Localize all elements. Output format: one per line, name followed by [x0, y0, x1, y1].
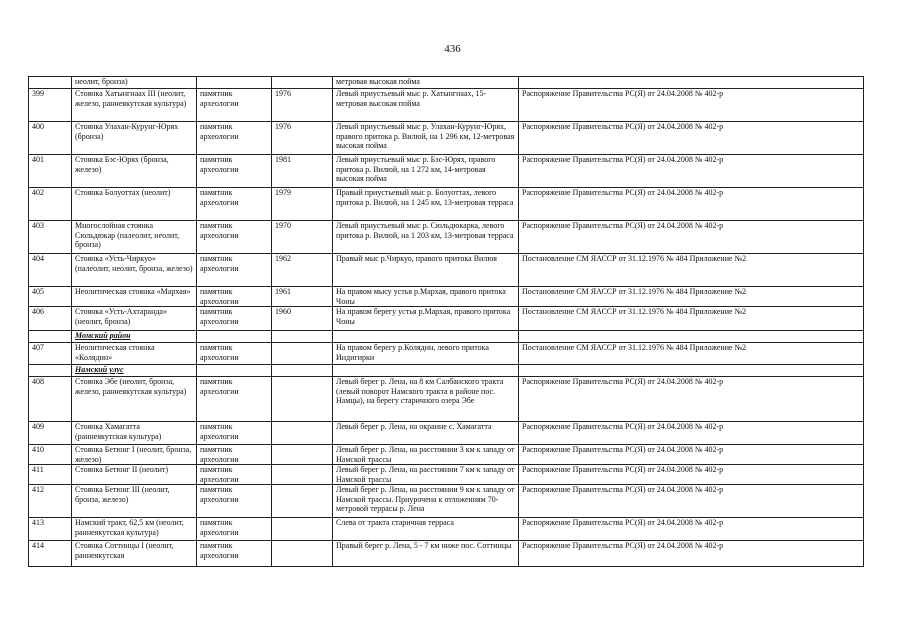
row-number-cell [29, 77, 72, 89]
location-cell: Левый берег р. Лена, на 8 км Салбанского тракта (левый поворот Намского тракта в районе пос. Намцы), на берегу старичного озера Эбе [333, 377, 519, 422]
row-number-cell: 402 [29, 188, 72, 221]
section-row [29, 365, 864, 377]
monument-name-cell: Стоянка Эбе (неолит, бронза, железо, раннеякутская культура) [72, 377, 197, 422]
document-cell: Распоряжение Правительства РС(Я) от 24.04.2008 № 402-р [519, 188, 864, 221]
section-spacer-cell [29, 365, 72, 377]
year-cell [272, 422, 333, 445]
monument-name-cell: Стоянка Бетюнг II (неолит) [72, 465, 197, 485]
table-row [29, 518, 864, 541]
table-row [29, 155, 864, 188]
table-row [29, 254, 864, 287]
monument-name-cell: Многослойная стоянка Сюльдюкар (палеолит, неолит, бронза) [72, 221, 197, 254]
table-row [29, 343, 864, 365]
row-number-cell: 405 [29, 287, 72, 307]
year-cell: 1976 [272, 122, 333, 155]
location-cell: Левый приустьевый мыс р. Хатынгнаах, 15-метровая высокая пойма [333, 89, 519, 122]
monument-name-cell: Неолитическая стоянка «Мархая» [72, 287, 197, 307]
section-empty-cell [197, 365, 272, 377]
category-cell: памятник археологии [197, 221, 272, 254]
row-number-cell: 410 [29, 445, 72, 465]
location-cell: Правый приустьевый мыс р. Болуоттах, левого притока р. Вилюй, на 1 245 км, 13-метровая терраса [333, 188, 519, 221]
document-cell: Распоряжение Правительства РС(Я) от 24.04.2008 № 402-р [519, 422, 864, 445]
document-cell: Распоряжение Правительства РС(Я) от 24.04.2008 № 402-р [519, 377, 864, 422]
document-cell: Постановление СМ ЯАССР от 31.12.1976 № 484 Приложение №2 [519, 287, 864, 307]
category-cell: памятник археологии [197, 518, 272, 541]
row-number-cell: 414 [29, 541, 72, 567]
monument-name-cell: Стоянка Бетюнг III (неолит, бронза, железо) [72, 485, 197, 518]
table-row [29, 465, 864, 485]
document-cell: Постановление СМ ЯАССР от 31.12.1976 № 484 Приложение №2 [519, 254, 864, 287]
location-cell: Слева от тракта старичная терраса [333, 518, 519, 541]
category-cell: памятник археологии [197, 89, 272, 122]
location-cell: На правом берегу р.Колядин, левого притока Индигирки [333, 343, 519, 365]
section-empty-cell [333, 331, 519, 343]
heritage-registry-table [28, 76, 864, 567]
monument-name-cell: Стоянка Бетюнг I (неолит, бронза, железо) [72, 445, 197, 465]
row-number-cell: 401 [29, 155, 72, 188]
category-cell: памятник археологии [197, 155, 272, 188]
year-cell: 1970 [272, 221, 333, 254]
document-cell: Распоряжение Правительства РС(Я) от 24.04.2008 № 402-р [519, 155, 864, 188]
year-cell [272, 445, 333, 465]
location-cell: На правом мысу устья р.Мархая, правого притока Чоны [333, 287, 519, 307]
table-row [29, 485, 864, 518]
row-number-cell: 407 [29, 343, 72, 365]
location-cell: Левый приустьевый мыс р. Бэс-Юрях, правого притока р. Вилюй, на 1 272 км, 14-метровая высокая пойма [333, 155, 519, 188]
table-row [29, 221, 864, 254]
row-number-cell: 403 [29, 221, 72, 254]
document-cell: Постановление СМ ЯАССР от 31.12.1976 № 484 Приложение №2 [519, 343, 864, 365]
document-cell: Постановление СМ ЯАССР от 31.12.1976 № 484 Приложение №2 [519, 307, 864, 331]
year-cell [272, 377, 333, 422]
document-cell: Распоряжение Правительства РС(Я) от 24.04.2008 № 402-р [519, 518, 864, 541]
table-row [29, 188, 864, 221]
monument-name-cell: Намский тракт, 62,5 км (неолит, раннеякутская культура) [72, 518, 197, 541]
document-cell: Распоряжение Правительства РС(Я) от 24.04.2008 № 402-р [519, 485, 864, 518]
category-cell: памятник археологии [197, 422, 272, 445]
row-number-cell: 408 [29, 377, 72, 422]
section-empty-cell [272, 331, 333, 343]
row-number-cell: 404 [29, 254, 72, 287]
year-cell [272, 485, 333, 518]
table-row [29, 89, 864, 122]
location-cell: Левый берег р. Лена, на расстоянии 7 км к западу от Намской трассы [333, 465, 519, 485]
table-row [29, 77, 864, 89]
year-cell [272, 77, 333, 89]
year-cell: 1960 [272, 307, 333, 331]
location-cell: метровая высокая пойма [333, 77, 519, 89]
year-cell: 1962 [272, 254, 333, 287]
page-number: 436 [444, 43, 461, 55]
category-cell: памятник археологии [197, 307, 272, 331]
year-cell [272, 465, 333, 485]
section-empty-cell [333, 365, 519, 377]
document-cell: Распоряжение Правительства РС(Я) от 24.04.2008 № 402-р [519, 122, 864, 155]
monument-name-cell: Стоянка Хатынгнаах III (неолит, железо, раннеякутская культура) [72, 89, 197, 122]
document-cell [519, 77, 864, 89]
row-number-cell: 409 [29, 422, 72, 445]
year-cell [272, 518, 333, 541]
year-cell: 1976 [272, 89, 333, 122]
monument-name-cell: Стоянка Соттинцы I (неолит, раннеякутская [72, 541, 197, 567]
row-number-cell: 411 [29, 465, 72, 485]
category-cell: памятник археологии [197, 377, 272, 422]
table-row [29, 307, 864, 331]
row-number-cell: 400 [29, 122, 72, 155]
year-cell: 1961 [272, 287, 333, 307]
row-number-cell: 413 [29, 518, 72, 541]
monument-name-cell: Стоянка «Усть-Чиркуо» (палеолит, неолит, бронза, железо) [72, 254, 197, 287]
location-cell: Левый приустьевый мыс р. Улахан-Курунг-Юрях, правого притока р. Вилюй, на 1 296 км, 12-метровая высокая пойма [333, 122, 519, 155]
table-row [29, 541, 864, 567]
monument-name-cell: Стоянка «Усть-Ахтаранда» (неолит, бронза) [72, 307, 197, 331]
table-row [29, 377, 864, 422]
category-cell: памятник археологии [197, 343, 272, 365]
monument-name-cell: неолит, бронза) [72, 77, 197, 89]
category-cell: памятник археологии [197, 188, 272, 221]
location-cell: Левый берег р. Лена, на окраине с. Хамагатта [333, 422, 519, 445]
row-number-cell: 412 [29, 485, 72, 518]
location-cell: Левый берег р. Лена, на расстоянии 3 км к западу от Намской трассы [333, 445, 519, 465]
document-cell: Распоряжение Правительства РС(Я) от 24.04.2008 № 402-р [519, 465, 864, 485]
monument-name-cell: Стоянка Бэс-Юрях (бронза, железо) [72, 155, 197, 188]
category-cell: памятник археологии [197, 254, 272, 287]
category-cell: памятник археологии [197, 287, 272, 307]
location-cell: На правом берегу устья р.Мархая, правого притока Чоны [333, 307, 519, 331]
category-cell: памятник археологии [197, 485, 272, 518]
monument-name-cell: Стоянка Болуоттах (неолит) [72, 188, 197, 221]
table-row [29, 445, 864, 465]
document-cell: Распоряжение Правительства РС(Я) от 24.04.2008 № 402-р [519, 541, 864, 567]
row-number-cell: 406 [29, 307, 72, 331]
section-empty-cell [519, 331, 864, 343]
section-empty-cell [197, 331, 272, 343]
year-cell: 1979 [272, 188, 333, 221]
location-cell: Правый мыс р.Чиркуо, правого притока Вилюя [333, 254, 519, 287]
table-row [29, 287, 864, 307]
location-cell: Правый берег р. Лена, 5 - 7 км ниже пос. Соттинцы [333, 541, 519, 567]
monument-name-cell: Стоянка Хамагатта (раннеякутская культура) [72, 422, 197, 445]
category-cell: памятник археологии [197, 465, 272, 485]
document-cell: Распоряжение Правительства РС(Я) от 24.04.2008 № 402-р [519, 445, 864, 465]
table-row [29, 122, 864, 155]
monument-name-cell: Неолитическая стоянка «Колядин» [72, 343, 197, 365]
section-empty-cell [272, 365, 333, 377]
table-body [29, 77, 864, 567]
document-cell: Распоряжение Правительства РС(Я) от 24.04.2008 № 402-р [519, 221, 864, 254]
location-cell: Левый приустьевый мыс р. Сюльдюкарка, левого притока р. Вилюй, на 1 203 км, 13-метровая терраса [333, 221, 519, 254]
category-cell [197, 77, 272, 89]
monument-name-cell: Стоянка Улахан-Курунг-Юрях (бронза) [72, 122, 197, 155]
table-row [29, 422, 864, 445]
year-cell [272, 541, 333, 567]
section-title: Намский улус [72, 365, 197, 377]
document-cell: Распоряжение Правительства РС(Я) от 24.04.2008 № 402-р [519, 89, 864, 122]
category-cell: памятник археологии [197, 445, 272, 465]
section-spacer-cell [29, 331, 72, 343]
category-cell: памятник археологии [197, 541, 272, 567]
section-empty-cell [519, 365, 864, 377]
year-cell [272, 343, 333, 365]
section-title: Момский район [72, 331, 197, 343]
section-row [29, 331, 864, 343]
category-cell: памятник археологии [197, 122, 272, 155]
location-cell: Левый берег р. Лена, на расстоянии 9 км к западу от Намской трассы. Приурочена к отложениям 70-метровой террасы р. Лена [333, 485, 519, 518]
row-number-cell: 399 [29, 89, 72, 122]
year-cell: 1981 [272, 155, 333, 188]
